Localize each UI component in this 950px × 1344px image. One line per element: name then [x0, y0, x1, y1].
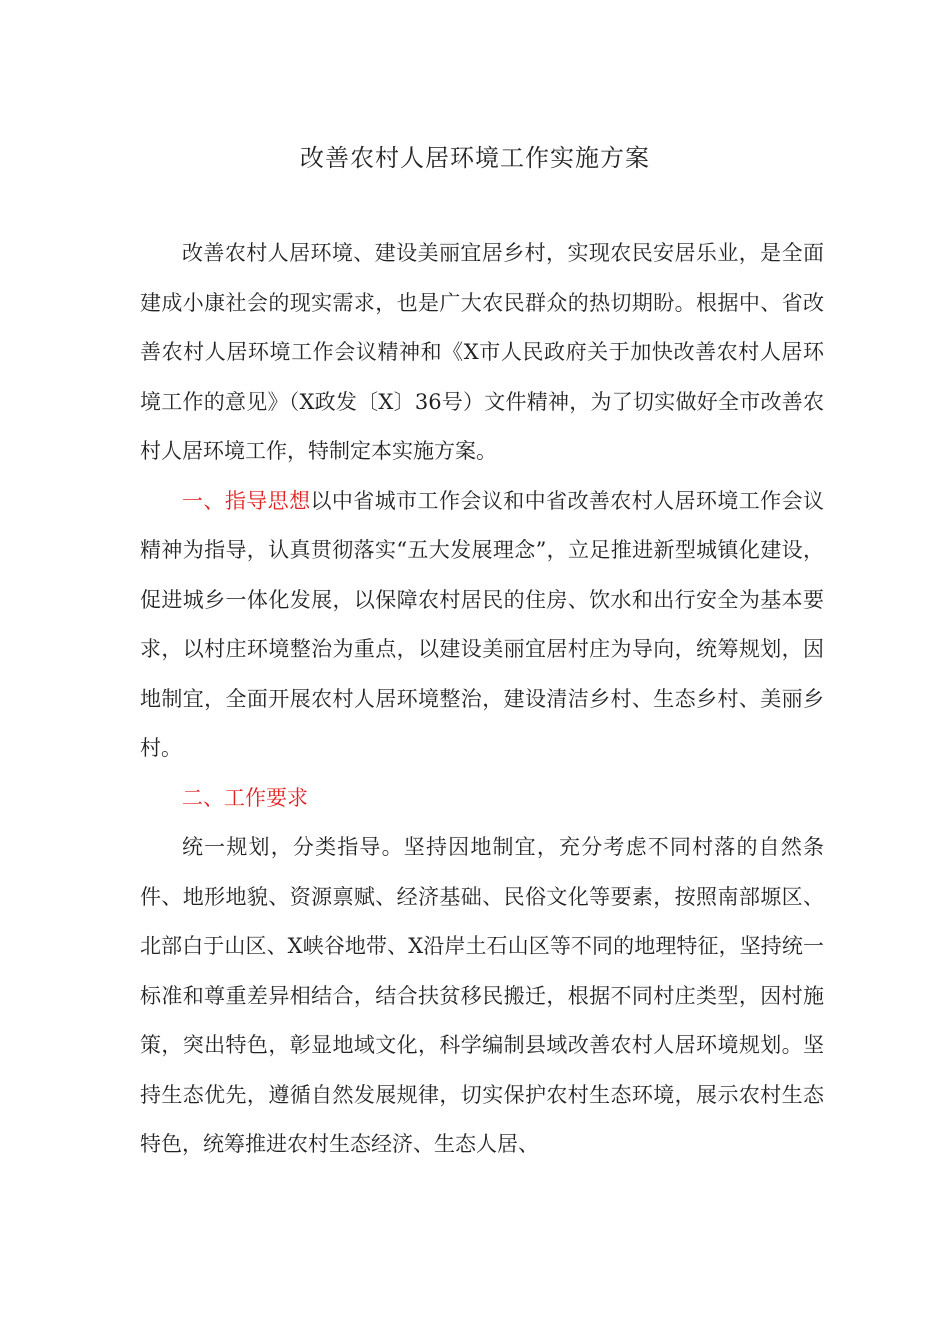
section-text-guiding-ideology: 以中省城市工作会议和中省改善农村人居环境工作会议精神为指导，认真贯彻落实“五大发展理念”，立足推进新型城镇化建设，促进城乡一体化发展，以保障农村居民的住房、饮水和出行安全为基本要求，以村庄环境整治为重点，以建设美丽宜居村庄为导向，统筹规划，因地制宜，全面开展农村人居环境整治，建设清洁乡村、生态乡村、美丽乡村。: [140, 488, 824, 760]
intro-paragraph: 改善农村人居环境、建设美丽宜居乡村，实现农民安居乐业，是全面建成小康社会的现实需求，也是广大农民群众的热切期盼。根据中、省改善农村人居环境工作会议精神和《X市人民政府关于加快改善农村人居环境工作的意见》（X政发〔X〕36号）文件精神，为了切实做好全市改善农村人居环境工作，特制定本实施方案。: [140, 241, 824, 463]
document-title: 改善农村人居环境工作实施方案: [300, 144, 650, 172]
document-body: [140, 229, 824, 1170]
section-heading-work-requirements: 二、工作要求: [182, 785, 308, 810]
section-heading-work-requirements-line: [140, 774, 824, 824]
section-guiding-ideology: [140, 477, 824, 774]
section-heading-guiding-ideology: 一、指导思想: [182, 488, 311, 513]
section-text-work-requirements: 统一规划，分类指导。坚持因地制宜，充分考虑不同村落的自然条件、地形地貌、资源禀赋、经济基础、民俗文化等要素，按照南部塬区、北部白于山区、X峡谷地带、X沿岸土石山区等不同的地理特征，坚持统一标准和尊重差异相结合，结合扶贫移民搬迁，根据不同村庄类型，因村施策，突出特色，彰显地域文化，科学编制县域改善农村人居环境规划。坚持生态优先，遵循自然发展规律，切实保护农村生态环境，展示农村生态特色，统筹推进农村生态经济、生态人居、: [140, 835, 824, 1156]
